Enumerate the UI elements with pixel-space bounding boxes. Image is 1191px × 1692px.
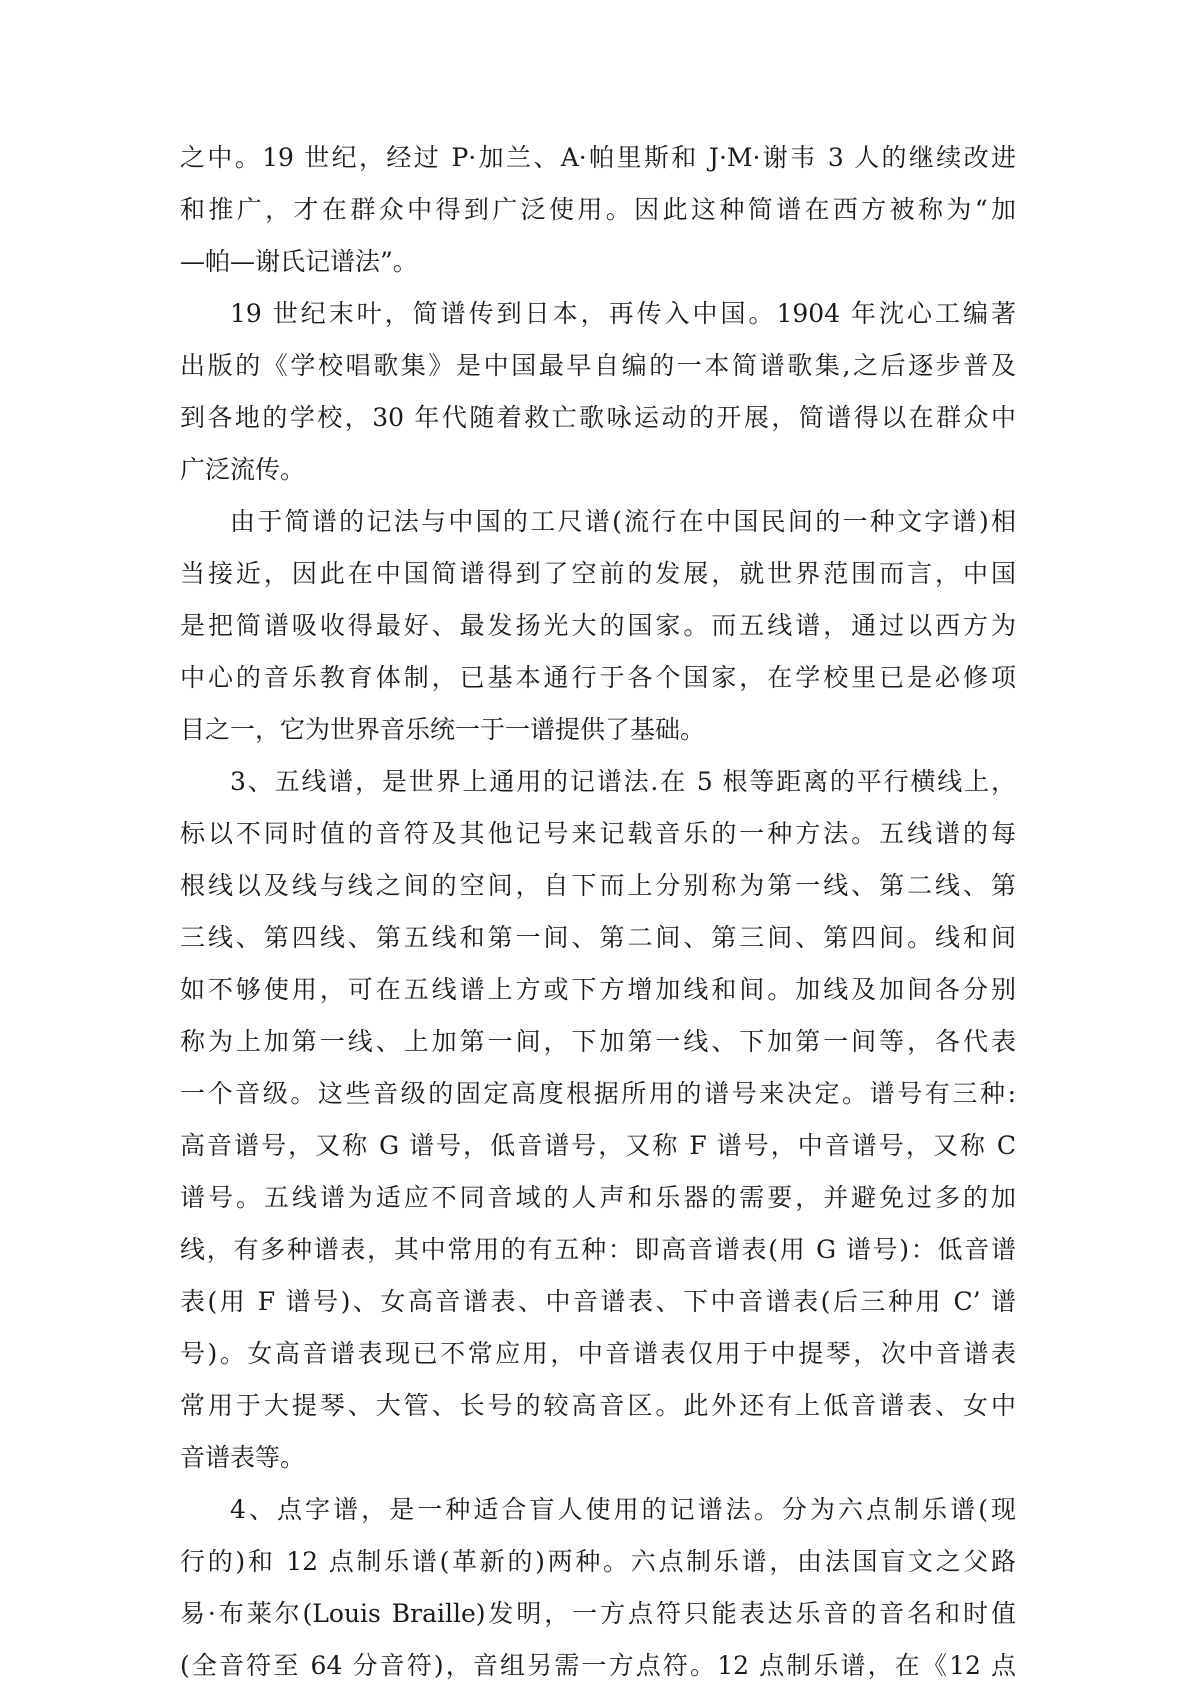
text-line: 之中。19 世纪，经过 P·加兰、A·帕里斯和 J·M·谢韦 3 人的继续改进 [180, 143, 1016, 172]
text-line: 19 世纪末叶，简谱传到日本，再传入中国。1904 年沈心工编著 [230, 299, 1016, 328]
text-line: 如不够使用，可在五线谱上方或下方增加线和间。加线及加间各分别 [180, 975, 1016, 1004]
text-line: 三线、第四线、第五线和第一间、第二间、第三间、第四间。线和间 [180, 923, 1016, 952]
text-line: 行的)和 12 点制乐谱(革新的)两种。六点制乐谱，由法国盲文之父路 [180, 1547, 1016, 1576]
text-line: 谱号。五线谱为适应不同音域的人声和乐器的需要，并避免过多的加 [180, 1183, 1016, 1212]
text-line: 一个音级。这些音级的固定高度根据所用的谱号来决定。谱号有三种: [180, 1079, 1016, 1108]
text-line: 广泛流传。 [180, 455, 306, 484]
text-line: 到各地的学校，30 年代随着救亡歌咏运动的开展，简谱得以在群众中 [180, 403, 1016, 432]
body-text [180, 132, 1016, 1692]
text-line: 中心的音乐教育体制，已基本通行于各个国家，在学校里已是必修项 [180, 663, 1016, 692]
text-line: 号)。女高音谱表现已不常应用，中音谱表仅用于中提琴，次中音谱表 [180, 1339, 1016, 1368]
text-line: 易·布莱尔(Louis Braille)发明，一方点符只能表达乐音的音名和时值 [180, 1599, 1016, 1628]
text-line: —帕—谢氏记谱法”。 [180, 247, 418, 276]
text-line: 称为上加第一线、上加第一间，下加第一线、下加第一间等，各代表 [180, 1027, 1016, 1056]
text-line: 高音谱号，又称 G 谱号，低音谱号，又称 F 谱号，中音谱号，又称 C [180, 1131, 1016, 1160]
text-line: 目之一，它为世界音乐统一于一谱提供了基础。 [180, 715, 706, 744]
text-line: 线，有多种谱表，其中常用的有五种：即高音谱表(用 G 谱号)：低音谱 [180, 1235, 1016, 1264]
text-line: 4、点字谱，是一种适合盲人使用的记谱法。分为六点制乐谱(现 [230, 1495, 1016, 1524]
text-line: 由于简谱的记法与中国的工尺谱(流行在中国民间的一种文字谱)相 [230, 507, 1016, 536]
text-line: 和推广，才在群众中得到广泛使用。因此这种简谱在西方被称为“加 [180, 195, 1016, 224]
text-line: (全音符至 64 分音符)，音组另需一方点符。12 点制乐谱，在《12 点 [180, 1651, 1016, 1680]
text-line: 3、五线谱，是世界上通用的记谱法.在 5 根等距离的平行横线上， [230, 767, 1016, 796]
text-line: 音谱表等。 [180, 1443, 306, 1472]
text-line: 根线以及线与线之间的空间，自下而上分别称为第一线、第二线、第 [180, 871, 1016, 900]
text-line: 常用于大提琴、大管、长号的较高音区。此外还有上低音谱表、女中 [180, 1391, 1016, 1420]
text-line: 是把简谱吸收得最好、最发扬光大的国家。而五线谱，通过以西方为 [180, 611, 1016, 640]
text-line: 出版的《学校唱歌集》是中国最早自编的一本简谱歌集,之后逐步普及 [180, 351, 1016, 380]
text-line: 当接近，因此在中国简谱得到了空前的发展，就世界范围而言，中国 [180, 559, 1016, 588]
text-line: 标以不同时值的音符及其他记号来记载音乐的一种方法。五线谱的每 [180, 819, 1016, 848]
text-line: 表(用 F 谱号)、女高音谱表、中音谱表、下中音谱表(后三种用 C’ 谱 [180, 1287, 1016, 1316]
